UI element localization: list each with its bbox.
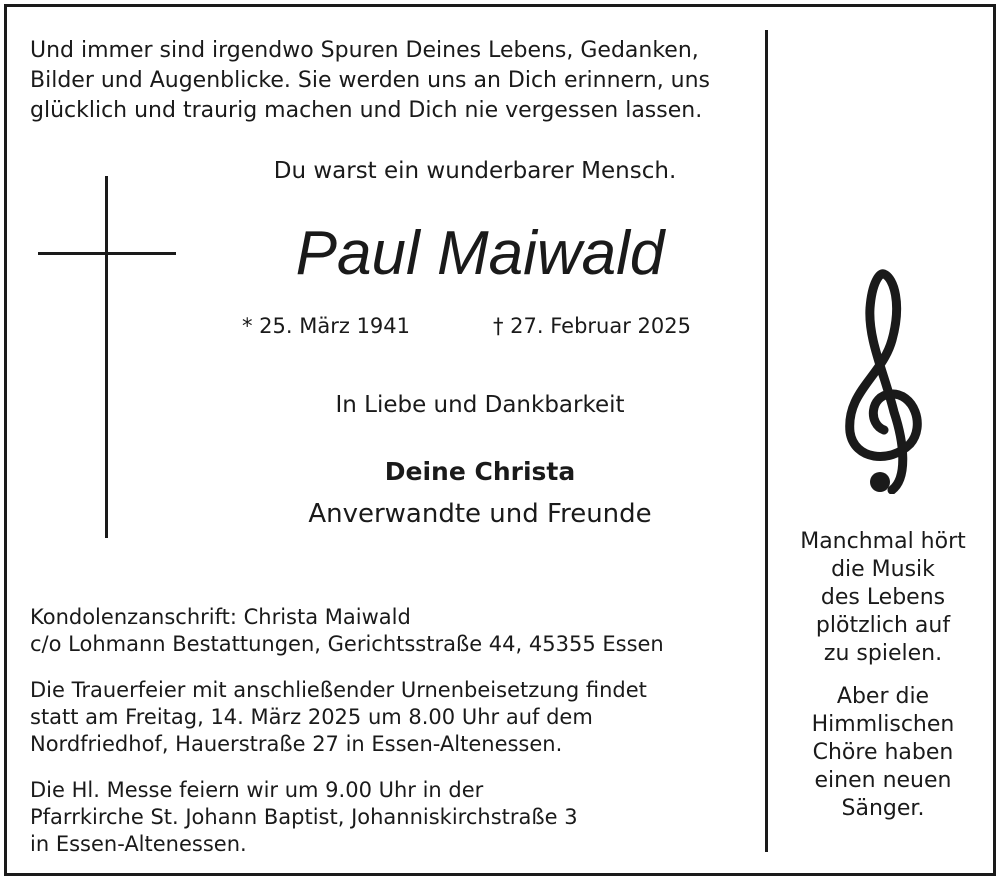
service-line: statt am Freitag, 14. März 2025 um 8.00 Uhr auf dem: [30, 705, 593, 729]
cross-horizontal-bar: [38, 252, 176, 255]
birth-date: * 25. März 1941: [242, 314, 411, 338]
treble-clef-icon: [826, 262, 936, 494]
mourners-line: Anverwandte und Freunde: [308, 499, 652, 529]
intro-line: Und immer sind irgendwo Spuren Deines Lebens, Gedanken,: [30, 38, 699, 63]
mass-line: Pfarrkirche St. Johann Baptist, Johanniskirchstraße 3: [30, 805, 578, 829]
cross-vertical-bar: [105, 176, 108, 538]
praise-line: Du warst ein wunderbarer Mensch.: [273, 158, 677, 184]
mass-line: Die Hl. Messe feiern wir um 9.00 Uhr in der: [30, 778, 484, 802]
intro-poem: [30, 36, 760, 126]
signer-name: Deine Christa: [384, 457, 576, 486]
condolence-line: Kondolenzanschrift: Christa Maiwald: [30, 605, 411, 629]
funeral-service-info: [30, 677, 770, 758]
love-line: In Liebe und Dankbarkeit: [335, 392, 625, 418]
condolence-line: c/o Lohmann Bestattungen, Gerichtsstraße 44, 45355 Essen: [30, 632, 664, 656]
quote-line: Sänger.: [841, 796, 925, 821]
deceased-name: Paul Maiwald: [295, 219, 665, 288]
quote-line: des Lebens: [820, 585, 946, 610]
condolence-address: [30, 604, 770, 658]
quote-line: Manchmal hört: [800, 529, 966, 554]
quote-line: einen neuen: [814, 768, 952, 793]
column-divider: [765, 30, 768, 852]
service-line: Nordfriedhof, Hauerstraße 27 in Essen-Altenessen.: [30, 732, 563, 756]
music-quote-part-1: [778, 528, 988, 668]
quote-line: Chöre haben: [812, 740, 954, 765]
quote-line: die Musik: [831, 557, 935, 582]
death-date: † 27. Februar 2025: [493, 314, 691, 338]
music-quote-part-2: [778, 683, 988, 823]
intro-line: glücklich und traurig machen und Dich nie vergessen lassen.: [30, 98, 703, 123]
quote-line: zu spielen.: [823, 641, 943, 666]
mass-line: in Essen-Altenessen.: [30, 832, 247, 856]
quote-line: Himmlischen: [811, 712, 955, 737]
quote-line: plötzlich auf: [815, 613, 951, 638]
quote-line: Aber die: [836, 684, 930, 709]
service-line: Die Trauerfeier mit anschließender Urnenbeisetzung findet: [30, 678, 647, 702]
mass-info: [30, 777, 770, 858]
intro-line: Bilder und Augenblicke. Sie werden uns an Dich erinnern, uns: [30, 68, 711, 93]
